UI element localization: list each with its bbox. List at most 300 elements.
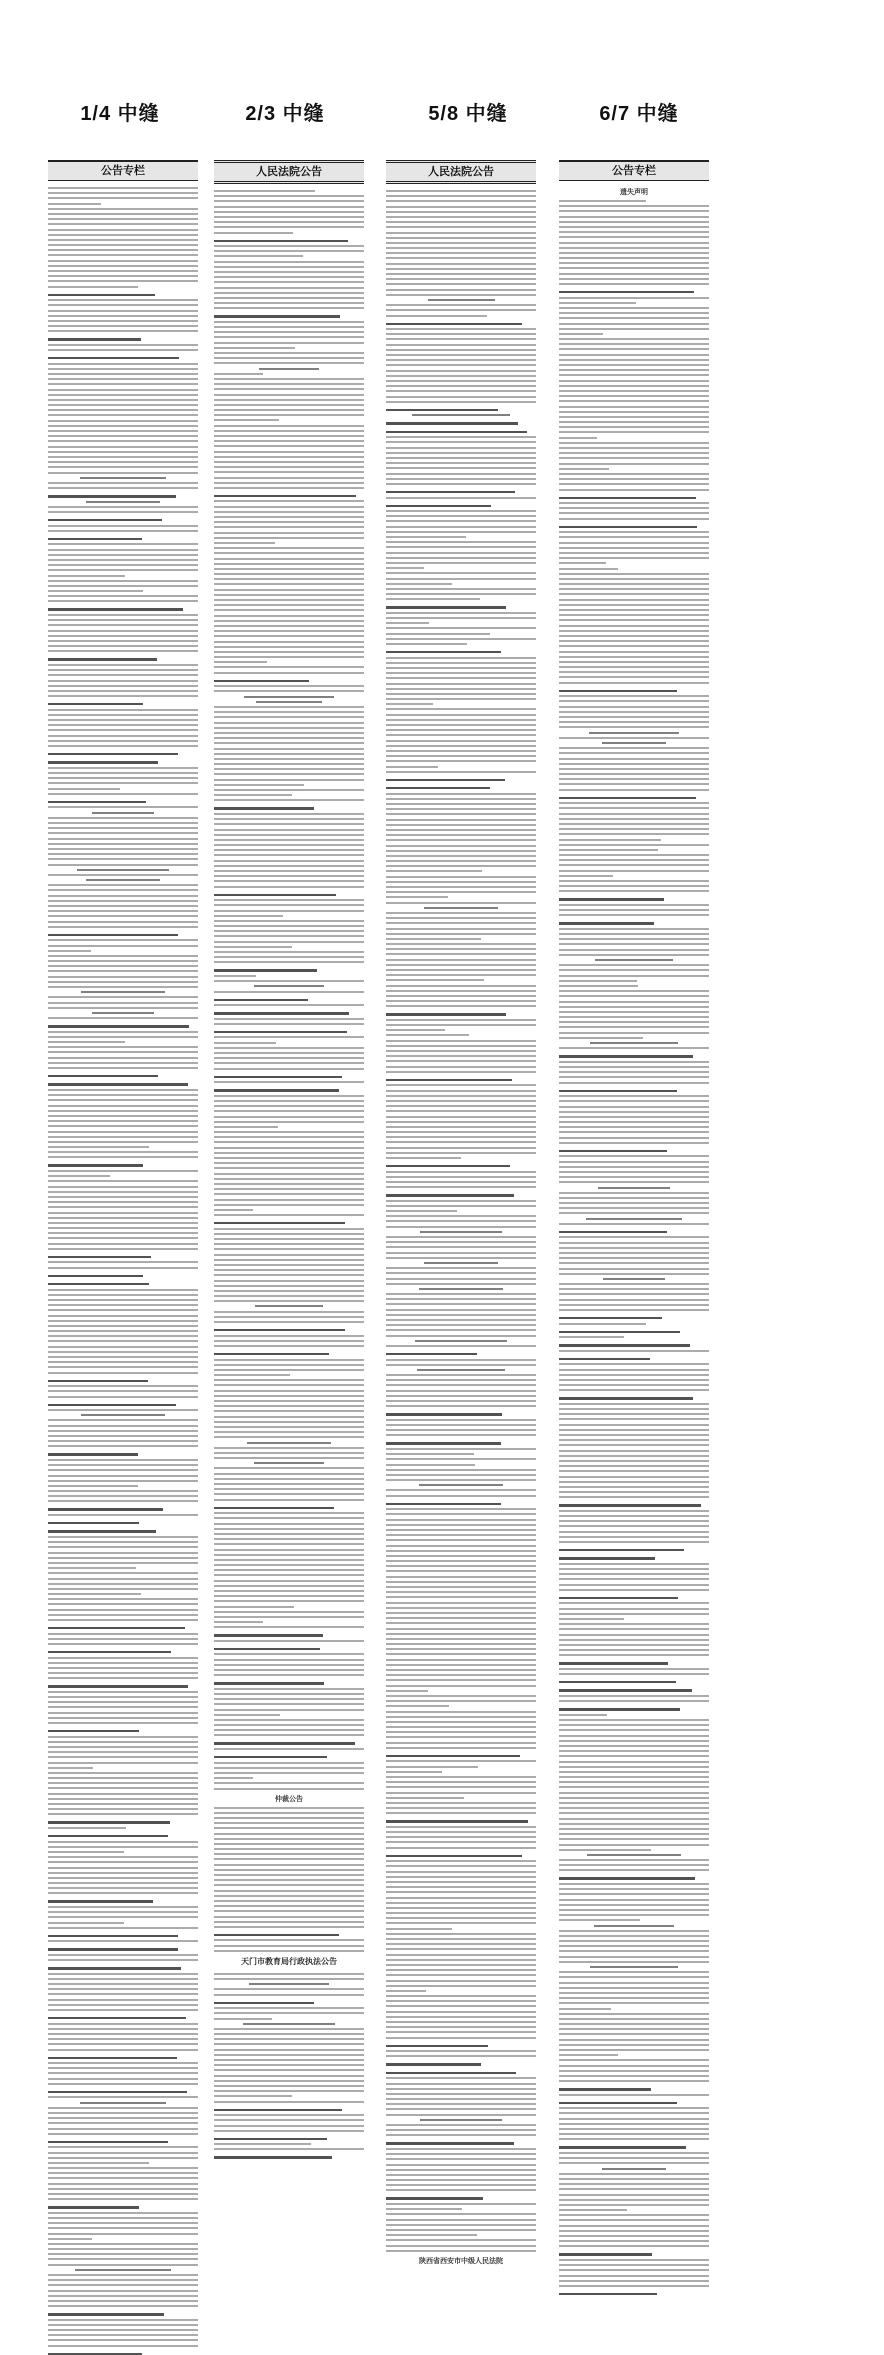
text-line — [214, 266, 364, 268]
text-line — [48, 590, 143, 592]
text-line — [214, 1574, 364, 1576]
text-line — [48, 2264, 198, 2266]
text-line — [559, 1176, 709, 1178]
text-line — [559, 2123, 709, 2125]
text-line — [214, 425, 364, 427]
text-line — [214, 292, 364, 294]
text-line — [214, 630, 364, 632]
text-line — [386, 829, 536, 831]
text-line — [214, 625, 364, 627]
text-line — [386, 1226, 536, 1228]
text-line — [386, 1736, 536, 1738]
text-line — [559, 1011, 709, 1013]
text-line — [386, 729, 536, 731]
text-line — [386, 617, 536, 619]
text-line — [214, 656, 364, 658]
text-line — [559, 943, 709, 945]
text-line — [214, 383, 364, 385]
text-line — [214, 1585, 364, 1587]
text-line — [48, 472, 198, 474]
text-line — [386, 1679, 536, 1681]
text-line — [48, 2274, 198, 2276]
text-line — [214, 261, 364, 263]
text-line — [48, 1131, 198, 1133]
text-line — [386, 627, 536, 629]
text-line — [386, 1419, 536, 1421]
text-line — [386, 1453, 474, 1455]
text-line — [214, 956, 364, 958]
text-line — [559, 2204, 709, 2206]
text-line — [386, 1141, 536, 1143]
text-line — [386, 938, 481, 940]
text-line — [48, 1846, 198, 1848]
text-line — [559, 497, 696, 499]
text-line — [386, 1215, 536, 1217]
text-line — [386, 1897, 536, 1899]
text-line — [48, 905, 198, 907]
text-line — [559, 2225, 709, 2227]
text-line — [559, 359, 709, 361]
text-line — [386, 667, 536, 669]
text-line — [559, 875, 613, 877]
text-line — [214, 1864, 364, 1866]
text-line — [247, 1442, 331, 1444]
text-line — [386, 1236, 536, 1238]
text-line — [587, 1854, 681, 1856]
text-line — [559, 2230, 709, 2232]
text-line — [386, 1974, 536, 1976]
text-line — [559, 385, 709, 387]
text-line — [559, 2102, 677, 2104]
text-line — [386, 309, 536, 311]
text-line — [214, 1921, 364, 1923]
text-line — [386, 247, 536, 249]
text-line — [48, 530, 198, 532]
text-line — [214, 1089, 339, 1091]
text-line — [386, 870, 482, 872]
text-line — [386, 1922, 536, 1924]
text-line — [48, 2072, 198, 2074]
text-line — [48, 1469, 198, 1471]
text-line — [48, 330, 198, 332]
text-line — [214, 2090, 364, 2092]
text-line — [386, 452, 536, 454]
text-line — [48, 1712, 198, 1714]
text-line — [386, 1186, 536, 1188]
text-line — [214, 1105, 364, 1107]
text-line — [559, 354, 709, 356]
text-line — [559, 904, 709, 906]
text-line — [559, 1126, 709, 1128]
text-line — [214, 1012, 349, 1014]
text-line — [386, 1045, 536, 1047]
text-line — [214, 1827, 364, 1829]
text-line — [559, 518, 709, 520]
text-line — [559, 583, 709, 585]
text-line — [214, 1031, 347, 1033]
text-line — [214, 899, 364, 901]
text-line — [559, 1536, 709, 1538]
text-line — [559, 928, 709, 930]
text-line — [48, 223, 198, 225]
text-line — [386, 662, 536, 664]
text-line — [559, 789, 709, 791]
text-line — [48, 1304, 198, 1306]
text-line — [214, 287, 364, 289]
text-line — [214, 547, 364, 549]
text-line — [48, 1851, 124, 1853]
text-line — [48, 910, 198, 912]
text-line — [214, 930, 364, 932]
text-line — [214, 1004, 364, 1006]
text-line — [386, 1912, 536, 1914]
text-line — [48, 595, 198, 597]
text-line — [48, 1935, 178, 1937]
text-line — [214, 276, 364, 278]
text-line — [386, 638, 536, 640]
text-line — [559, 1823, 709, 1825]
text-line — [48, 1156, 198, 1158]
text-line — [214, 1848, 364, 1850]
text-line — [386, 740, 536, 742]
text-line — [559, 468, 609, 470]
text-line — [48, 2313, 164, 2315]
text-line — [386, 1200, 536, 1202]
text-line — [386, 2153, 536, 2155]
text-line — [386, 349, 536, 351]
text-line — [48, 874, 198, 876]
text-line — [214, 1512, 364, 1514]
text-line — [214, 1364, 364, 1366]
text-line — [386, 1136, 536, 1138]
text-line — [559, 348, 709, 350]
text-line — [559, 1557, 655, 1559]
text-line — [386, 1024, 536, 1026]
text-line — [386, 1902, 536, 1904]
text-line — [214, 477, 364, 479]
text-line — [80, 2102, 166, 2104]
text-line — [214, 1978, 364, 1980]
text-line — [214, 975, 256, 977]
text-line — [214, 807, 314, 809]
text-line — [386, 745, 536, 747]
text-line — [386, 1876, 536, 1878]
text-line — [214, 211, 364, 213]
text-line — [386, 1755, 520, 1757]
text-line — [214, 342, 364, 344]
text-line — [559, 278, 709, 280]
text-line — [214, 1640, 364, 1642]
text-line — [559, 1111, 709, 1113]
section-title: 天门市教育局行政执法公告 — [241, 1956, 337, 1966]
text-line — [386, 819, 536, 821]
text-line — [559, 849, 658, 851]
text-line — [386, 2114, 536, 2116]
text-line — [559, 502, 709, 504]
text-line — [214, 1782, 364, 1784]
text-line — [386, 693, 536, 695]
text-line — [214, 865, 364, 867]
text-line — [386, 546, 536, 548]
text-line — [386, 2229, 536, 2231]
text-line — [386, 1907, 536, 1909]
text-line — [48, 1232, 198, 1234]
text-line — [386, 964, 536, 966]
text-line — [428, 299, 495, 301]
text-line — [559, 1689, 692, 1691]
text-line — [559, 1257, 709, 1259]
text-line — [48, 793, 198, 795]
notice-column-4 — [559, 160, 709, 2240]
text-line — [559, 210, 709, 212]
text-line — [48, 2009, 198, 2011]
text-line — [559, 1708, 680, 1710]
text-line — [559, 1317, 662, 1319]
text-line — [386, 703, 433, 705]
text-line — [214, 1950, 364, 1952]
text-line — [214, 1945, 364, 1947]
text-line — [559, 854, 709, 856]
text-line — [559, 2264, 709, 2266]
text-line — [559, 267, 709, 269]
text-line — [214, 451, 364, 453]
text-line — [48, 1813, 198, 1815]
text-line — [594, 1925, 675, 1927]
text-line — [386, 1353, 477, 1355]
text-line — [48, 1911, 198, 1913]
text-line — [559, 452, 709, 454]
text-line — [48, 1217, 198, 1219]
text-line — [386, 1267, 536, 1269]
text-line — [48, 1475, 198, 1477]
text-line — [386, 520, 536, 522]
text-line — [559, 922, 654, 924]
text-line — [214, 2049, 364, 2051]
text-line — [386, 1886, 536, 1888]
text-line — [559, 400, 709, 402]
text-line — [559, 995, 709, 997]
text-line — [214, 1162, 364, 1164]
text-line — [559, 1016, 709, 1018]
text-line — [214, 594, 364, 596]
text-line — [559, 1639, 709, 1641]
text-line — [214, 1238, 364, 1240]
text-line — [559, 1486, 709, 1488]
text-line — [386, 436, 536, 438]
text-line — [559, 833, 709, 835]
text-line — [214, 1431, 364, 1433]
text-line — [48, 1927, 198, 1929]
text-line — [214, 2018, 272, 2020]
text-line — [386, 933, 536, 935]
text-line — [559, 768, 709, 770]
text-line — [48, 926, 198, 928]
text-line — [559, 1323, 646, 1325]
text-line — [559, 1166, 709, 1168]
text-line — [589, 732, 679, 734]
text-line — [214, 482, 364, 484]
text-line — [48, 950, 91, 952]
text-line — [48, 1978, 198, 1980]
text-line — [48, 304, 198, 306]
text-line — [48, 1662, 198, 1664]
text-line — [214, 615, 364, 617]
text-line — [214, 1280, 364, 1282]
text-line — [559, 2188, 709, 2190]
text-line — [214, 1559, 364, 1561]
column-header: 人民法院公告 — [386, 160, 536, 184]
text-line — [386, 1959, 536, 1961]
text-line — [48, 1803, 198, 1805]
text-line — [48, 409, 198, 411]
text-line — [386, 2179, 536, 2181]
text-line — [48, 1051, 198, 1053]
text-line — [559, 1006, 709, 1008]
text-line — [559, 1116, 709, 1118]
text-line — [559, 1945, 709, 1947]
text-line — [214, 1669, 364, 1671]
text-line — [559, 1413, 709, 1415]
text-line — [386, 1760, 536, 1762]
text-line — [386, 1309, 536, 1311]
text-line — [214, 1152, 364, 1154]
text-line — [214, 1264, 364, 1266]
text-line — [559, 1740, 709, 1742]
text-line — [386, 206, 536, 208]
text-line — [48, 357, 179, 359]
text-line — [214, 1193, 364, 1195]
text-line — [559, 813, 709, 815]
text-line — [214, 1214, 364, 1216]
text-line — [559, 1654, 709, 1656]
text-line — [386, 1157, 461, 1159]
text-line — [214, 2069, 364, 2071]
text-line — [214, 487, 364, 489]
text-line — [386, 354, 536, 356]
text-line — [559, 2080, 709, 2082]
text-line — [386, 1379, 536, 1381]
text-line — [214, 2156, 332, 2158]
text-line — [559, 1563, 709, 1565]
text-line — [48, 1685, 188, 1687]
text-line — [48, 1212, 198, 1214]
text-line — [214, 620, 364, 622]
text-line — [559, 1309, 709, 1311]
text-line — [214, 195, 364, 197]
text-line — [48, 777, 198, 779]
text-line — [48, 466, 198, 468]
text-line — [386, 2184, 536, 2186]
text-line — [559, 914, 709, 916]
text-line — [48, 2023, 198, 2025]
text-line — [75, 2269, 172, 2271]
text-line — [48, 619, 198, 621]
text-line — [214, 255, 303, 257]
text-line — [214, 1183, 364, 1185]
text-line — [559, 1236, 709, 1238]
text-line — [48, 858, 198, 860]
column-header: 人民法院公告 — [214, 160, 364, 184]
text-line — [48, 2122, 198, 2124]
notice-text-block — [559, 200, 709, 2295]
text-line — [214, 378, 364, 380]
text-line — [214, 245, 364, 247]
text-line — [559, 2245, 709, 2247]
text-line — [559, 1026, 709, 1028]
text-line — [559, 1950, 709, 1952]
text-line — [48, 446, 198, 448]
text-line — [386, 1000, 536, 1002]
text-line — [214, 666, 364, 668]
text-line — [386, 359, 536, 361]
text-line — [48, 1346, 198, 1348]
text-line — [214, 315, 340, 317]
text-line — [559, 1695, 709, 1697]
text-line — [559, 1100, 709, 1102]
text-line — [559, 630, 709, 632]
text-line — [559, 1971, 709, 1973]
text-line — [559, 671, 709, 673]
text-line — [48, 192, 198, 194]
text-line — [559, 969, 709, 971]
text-line — [559, 949, 709, 951]
text-line — [48, 1954, 198, 1956]
text-line — [48, 1151, 198, 1153]
text-line — [386, 441, 536, 443]
text-line — [214, 336, 364, 338]
text-line — [48, 1643, 198, 1645]
text-line — [214, 672, 364, 674]
text-line — [214, 941, 364, 943]
text-line — [48, 404, 198, 406]
text-line — [214, 690, 364, 692]
text-line — [48, 740, 198, 742]
text-line — [214, 1600, 364, 1602]
text-line — [386, 912, 536, 914]
text-line — [386, 1891, 536, 1893]
text-line — [214, 1116, 364, 1118]
text-line — [214, 1869, 364, 1871]
text-line — [48, 1094, 198, 1096]
text-line — [48, 373, 198, 375]
text-line — [214, 456, 364, 458]
text-line — [48, 1627, 185, 1629]
text-line — [386, 677, 536, 679]
text-line — [214, 1023, 364, 1025]
text-line — [559, 763, 709, 765]
text-line — [48, 1289, 198, 1291]
text-line — [559, 1549, 684, 1551]
text-line — [559, 661, 709, 663]
text-line — [214, 1068, 364, 1070]
section-heading: 仲裁公告 — [275, 1794, 303, 1803]
text-line — [386, 1429, 536, 1431]
text-line — [559, 1844, 709, 1846]
text-line — [602, 2168, 665, 2170]
text-line — [386, 1066, 536, 1068]
text-line — [559, 1750, 709, 1752]
text-line — [48, 1593, 141, 1595]
text-line — [48, 1330, 198, 1332]
text-line — [559, 369, 709, 371]
text-line — [214, 526, 364, 528]
text-line — [386, 1591, 536, 1593]
text-line — [386, 263, 536, 265]
text-line — [386, 1648, 536, 1650]
text-line — [559, 773, 709, 775]
text-line — [590, 1042, 678, 1044]
text-line — [559, 1252, 709, 1254]
